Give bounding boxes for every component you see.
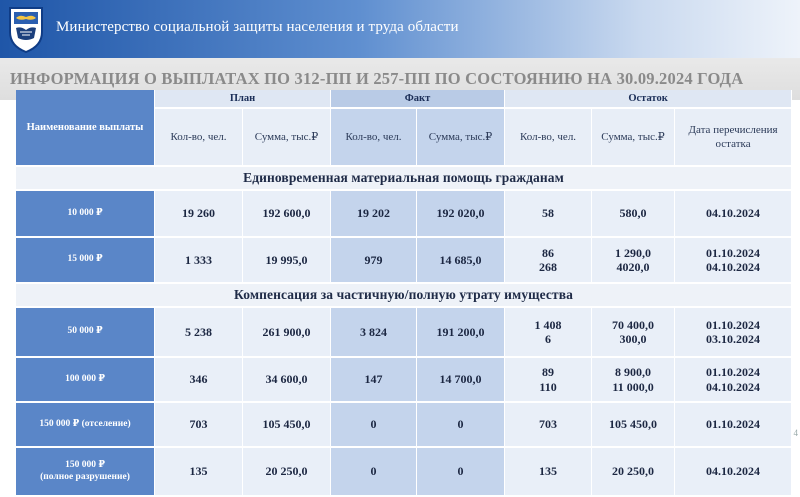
- rem-date-value: 03.10.2024: [706, 332, 761, 346]
- rem-sum-value: 1 290,0: [615, 245, 652, 260]
- header-plan: План: [155, 90, 331, 109]
- rem-sum-value: 20 250,0: [612, 464, 655, 479]
- table-row: [16, 358, 792, 403]
- rem-date: [675, 238, 792, 284]
- fact-count: 19 202: [331, 191, 417, 238]
- page-title: ИНФОРМАЦИЯ О ВЫПЛАТАХ ПО 312-ПП И 257-ПП ПО СОСТОЯНИЮ НА 30.09.2024 ГОДА: [10, 69, 744, 88]
- table-row: [16, 448, 792, 497]
- payments-table: [16, 90, 792, 497]
- table-row: [16, 191, 792, 238]
- page-number: 4: [793, 428, 798, 438]
- rem-date-value: 01.10.2024: [706, 417, 761, 432]
- rem-count-value: 58: [542, 206, 555, 221]
- rem-date: [675, 191, 792, 238]
- rem-sum-value: 105 450,0: [609, 417, 658, 432]
- rem-date-value: 04.10.2024: [706, 379, 761, 394]
- rem-count: [505, 308, 592, 358]
- rem-sum-value: 4020,0: [616, 260, 650, 274]
- plan-sum: 192 600,0: [243, 191, 331, 238]
- header-rem-sum: Сумма, тыс.₽: [592, 109, 675, 167]
- plan-count: 1 333: [155, 238, 243, 284]
- header-fact: Факт: [331, 90, 505, 109]
- plan-count: 346: [155, 358, 243, 403]
- rem-sum: [592, 238, 675, 284]
- fact-count: 3 824: [331, 308, 417, 358]
- rem-sum-value: 8 900,0: [615, 365, 652, 380]
- rem-date-value: 01.10.2024: [706, 317, 761, 332]
- rem-date-value: 01.10.2024: [706, 245, 761, 260]
- rem-count: [505, 403, 592, 448]
- rem-count-value: 268: [539, 260, 558, 274]
- table-row: [16, 238, 792, 284]
- section-title: Компенсация за частичную/полную утрату имущества: [16, 284, 792, 308]
- plan-count: 19 260: [155, 191, 243, 238]
- plan-sum: 20 250,0: [243, 448, 331, 497]
- header-rem-date: Дата перечисления остатка: [675, 109, 792, 167]
- fact-sum: 192 020,0: [417, 191, 505, 238]
- header-fact-count: Кол-во, чел.: [331, 109, 417, 167]
- rem-sum: [592, 191, 675, 238]
- rem-date-value: 04.10.2024: [706, 206, 761, 221]
- rem-date: [675, 308, 792, 358]
- row-name: 150 000 ₽ (отселение): [16, 403, 155, 448]
- header-name: Наименование выплаты: [16, 90, 155, 167]
- rem-count-value: 1 408: [534, 317, 562, 332]
- rem-count: [505, 238, 592, 284]
- header-plan-count: Кол-во, чел.: [155, 109, 243, 167]
- fact-count: 147: [331, 358, 417, 403]
- fact-sum: 191 200,0: [417, 308, 505, 358]
- plan-sum: 261 900,0: [243, 308, 331, 358]
- row-name: 10 000 ₽: [16, 191, 155, 238]
- fact-sum: 14 685,0: [417, 238, 505, 284]
- rem-sum: [592, 358, 675, 403]
- rem-date-value: 04.10.2024: [706, 260, 761, 274]
- header-fact-sum: Сумма, тыс.₽: [417, 109, 505, 167]
- row-name: 15 000 ₽: [16, 238, 155, 284]
- rem-count: [505, 191, 592, 238]
- rem-sum: [592, 403, 675, 448]
- table-group-header: [16, 90, 792, 109]
- plan-count: 135: [155, 448, 243, 497]
- section-header: [16, 284, 792, 308]
- rem-count-value: 6: [545, 332, 552, 346]
- row-name: 100 000 ₽: [16, 358, 155, 403]
- rem-sum-value: 11 000,0: [612, 379, 654, 394]
- rem-date: [675, 448, 792, 497]
- table-row: [16, 308, 792, 358]
- plan-count: 703: [155, 403, 243, 448]
- row-name: [16, 448, 155, 497]
- rem-sum: [592, 308, 675, 358]
- fact-sum: 0: [417, 448, 505, 497]
- table-row: [16, 403, 792, 448]
- ministry-name: Министерство социальной защиты населения и труда области: [56, 19, 459, 35]
- header-remainder: Остаток: [505, 90, 792, 109]
- rem-sum: [592, 448, 675, 497]
- fact-count: 979: [331, 238, 417, 284]
- row-name-line: (полное разрушение): [40, 471, 130, 482]
- rem-count-value: 89: [542, 365, 555, 380]
- rem-count-value: 703: [539, 417, 558, 432]
- rem-count-value: 86: [542, 245, 555, 260]
- plan-sum: 34 600,0: [243, 358, 331, 403]
- rem-sum-value: 300,0: [619, 332, 647, 346]
- row-name-line: 150 000 ₽: [65, 460, 105, 471]
- rem-sum-value: 580,0: [619, 206, 647, 221]
- fact-sum: 14 700,0: [417, 358, 505, 403]
- fact-count: 0: [331, 403, 417, 448]
- rem-count: [505, 358, 592, 403]
- fact-sum: 0: [417, 403, 505, 448]
- rem-date-value: 04.10.2024: [706, 464, 761, 479]
- header-plan-sum: Сумма, тыс.₽: [243, 109, 331, 167]
- section-header: [16, 167, 792, 191]
- coat-of-arms-icon: [6, 4, 46, 54]
- plan-sum: 105 450,0: [243, 403, 331, 448]
- rem-count-value: 135: [539, 464, 558, 479]
- rem-sum-value: 70 400,0: [612, 317, 655, 332]
- section-title: Единовременная материальная помощь гражданам: [16, 167, 792, 191]
- row-name: 50 000 ₽: [16, 308, 155, 358]
- plan-count: 5 238: [155, 308, 243, 358]
- rem-date-value: 01.10.2024: [706, 365, 761, 380]
- header-rem-count: Кол-во, чел.: [505, 109, 592, 167]
- rem-date: [675, 403, 792, 448]
- rem-count: [505, 448, 592, 497]
- plan-sum: 19 995,0: [243, 238, 331, 284]
- rem-date: [675, 358, 792, 403]
- fact-count: 0: [331, 448, 417, 497]
- rem-count-value: 110: [539, 379, 557, 394]
